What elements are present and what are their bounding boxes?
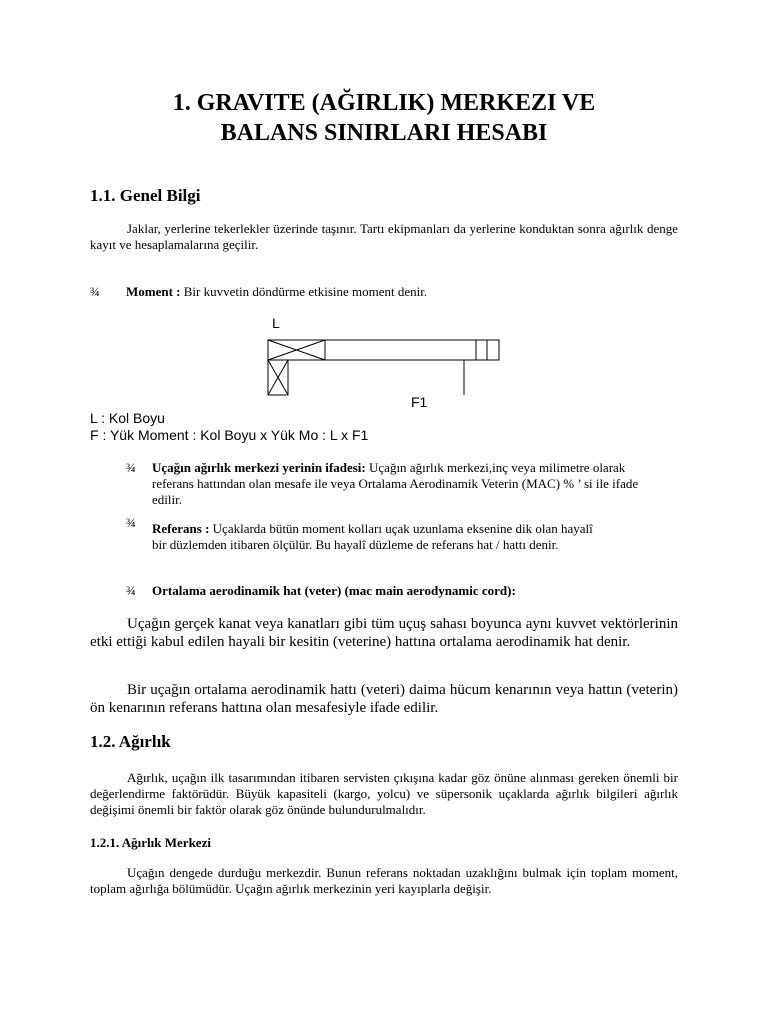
section-heading-agirlik: 1.2. Ağırlık — [90, 732, 171, 751]
bullet-label: Uçağın ağırlık merkezi yerinin ifadesi: — [152, 460, 366, 475]
section-heading-agirlik-merkezi: 1.2.1. Ağırlık Merkezi — [90, 835, 211, 850]
paragraph-veter-definition: Uçağın gerçek kanat veya kanatları gibi tüm uçuş sahası boyunca aynı kuvvet vektörlerinin etki ettiği kabul edilen hayali bir kesitin (veterine) hattına ortalama aerodinamik hat denir. — [90, 616, 678, 650]
bullet-symbol: ¾ — [126, 583, 136, 598]
moment-label: Moment : — [126, 284, 181, 299]
bullet-symbol: ¾ — [90, 284, 100, 299]
lever-diagram — [262, 335, 504, 397]
page-title — [0, 88, 768, 148]
page-title-line-1: 1. GRAVITE (AĞIRLIK) MERKEZI VE — [172, 90, 596, 116]
paragraph-agirlik-merkezi: Uçağın dengede durduğu merkezdir. Bunun referans noktadan uzaklığını bulmak için toplam moment, toplam ağırlığa bölümüdür. Uçağın ağırlık merkezinin yeri kayıplarla değişir. — [90, 865, 678, 896]
bullet-symbol: ¾ — [126, 460, 136, 475]
bullet-item-referans — [152, 521, 604, 553]
paragraph-agirlik: Ağırlık, uçağın ilk tasarımından itibaren servisten çıkışına kadar göz önüne alınması gereken önemli bir değerlendirme faktörüdür. Büyük kapasiteli (kargo, yolcu) ve süpersonik uçaklarda ağırlık bilgileri ağırlık değişimi önemli bir faktör olarak göz önünde bulundurulmalıdır. — [90, 770, 678, 817]
diagram-legend — [90, 410, 368, 444]
diagram-label-l: L — [272, 315, 280, 331]
bullet-item-agirlik-merkezi — [152, 460, 640, 508]
bullet-text: Uçaklarda bütün moment kolları uçak uzunlama eksenine dik olan hayalî bir düzlemden itibaren ölçülür. Bu hayalî düzleme de referans hat / hattı denir. — [152, 521, 593, 552]
page-title-line-2: BALANS SINIRLARI HESABI — [220, 120, 548, 146]
bullet-symbol: ¾ — [126, 515, 136, 530]
legend-line-2: F : Yük Moment : Kol Boyu x Yük Mo : L x F1 — [90, 427, 369, 443]
moment-definition — [126, 284, 427, 300]
bullet-item-ortalama-aerodinamik — [152, 583, 516, 599]
bullet-text: Uçağın ağırlık merkezi,inç veya milimetre olarak referans hattından olan mesafe ile veya Ortalama Aerodinamik Veterin (MAC) % ’ si ile ifade edilir. — [152, 460, 639, 507]
paragraph-veter-distance: Bir uçağın ortalama aerodinamik hattı (veteri) daima hücum kenarının veya hattın (veterin) ön kenarının referans hattına olan mesafesiyle ifade edilir. — [90, 682, 678, 716]
bullet-label: Ortalama aerodinamik hat (veter) (mac main aerodynamic cord): — [152, 583, 516, 598]
legend-line-1: L : Kol Boyu — [90, 410, 165, 426]
paragraph-genel-bilgi: Jaklar, yerlerine tekerlekler üzerinde taşınır. Tartı ekipmanları da yerlerine konduktan sonra ağırlık denge kayıt ve hesaplamalarına geçilir. — [90, 221, 678, 252]
moment-text: Bir kuvvetin döndürme etkisine moment denir. — [183, 284, 428, 299]
bullet-label: Referans : — [152, 521, 210, 536]
section-heading-genel-bilgi: 1.1. Genel Bilgi — [90, 186, 201, 205]
diagram-label-f1: F1 — [411, 394, 428, 410]
diagram-beam — [325, 340, 499, 360]
